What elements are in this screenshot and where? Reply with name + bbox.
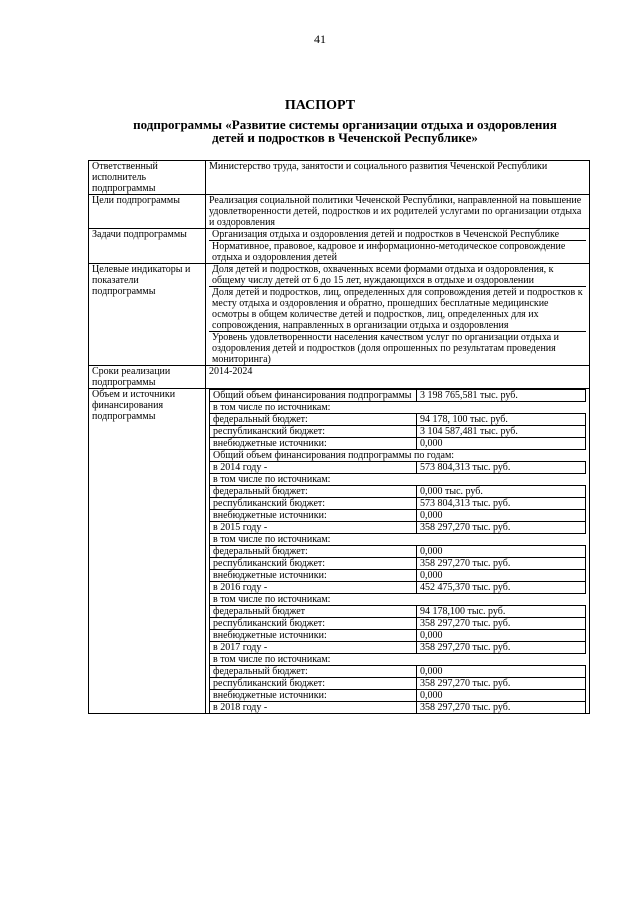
financing-line-label: республиканский бюджет: — [210, 498, 417, 510]
financing-line-label: внебюджетные источники: — [210, 630, 417, 642]
row-executor — [89, 161, 590, 195]
financing-line-label: республиканский бюджет: — [210, 426, 417, 438]
financing-line — [210, 618, 586, 630]
financing-line-amount: 0,000 — [417, 546, 586, 558]
row-goals — [89, 195, 590, 229]
financing-line — [210, 510, 586, 522]
row-label: Цели подпрограммы — [89, 195, 206, 229]
financing-line-label: в том числе по источникам: — [210, 654, 586, 666]
financing-line — [210, 630, 586, 642]
subtitle-line: подпрограммы «Развитие системы организации отдыха и оздоровления — [133, 117, 557, 132]
financing-line — [210, 702, 586, 714]
financing-line-amount: 358 297,270 тыс. руб. — [417, 678, 586, 690]
row-financing — [89, 389, 590, 714]
page-number: 41 — [314, 32, 326, 46]
financing-line-amount: 358 297,270 тыс. руб. — [417, 558, 586, 570]
financing-line — [210, 450, 586, 462]
financing-line-amount: 452 475,370 тыс. руб. — [417, 582, 586, 594]
financing-line-label: Общий объем финансирования подпрограммы по годам: — [210, 450, 586, 462]
indicator-item: Уровень удовлетворенности населения качеством услуг по организации отдыха и оздоровления детей и подростков (доля опрошенных по результатам проведения мониторинга) — [212, 332, 559, 365]
financing-line-label: в 2016 году - — [210, 582, 417, 594]
financing-line — [210, 654, 586, 666]
financing-line-label: в 2014 году - — [210, 462, 417, 474]
row-value: 2014-2024 — [206, 366, 590, 389]
financing-line-amount: 358 297,270 тыс. руб. — [417, 642, 586, 654]
financing-line-amount: 358 297,270 тыс. руб. — [417, 522, 586, 534]
document-subtitle — [60, 118, 630, 144]
financing-line-amount: 94 178,100 тыс. руб. — [417, 606, 586, 618]
financing-line — [210, 570, 586, 582]
task-item: Нормативное, правовое, кадровое и информационно-методическое сопровождение отдыха и оздоровления детей — [212, 241, 566, 263]
financing-line — [210, 474, 586, 486]
financing-line-amount: 3 198 765,581 тыс. руб. — [417, 390, 586, 402]
financing-line-label: внебюджетные источники: — [210, 510, 417, 522]
subtitle-line: детей и подростков в Чеченской Республике» — [212, 130, 478, 145]
financing-line-amount: 0,000 тыс. руб. — [417, 486, 586, 498]
financing-line-label: в 2015 году - — [210, 522, 417, 534]
row-indicators — [89, 264, 590, 366]
row-value — [206, 229, 590, 264]
row-label: Задачи подпрограммы — [89, 229, 206, 264]
financing-line-label: федеральный бюджет: — [210, 486, 417, 498]
row-value: Реализация социальной политики Чеченской Республики, направленной на повышение удовлетворенности детей, подростков и их родителей услугами по организации отдыха и оздоровления — [206, 195, 590, 229]
financing-line-label: федеральный бюджет: — [210, 666, 417, 678]
financing-line-amount: 0,000 — [417, 666, 586, 678]
indicator-item: Доля детей и подростков, лиц, определенных для сопровождения детей и подростков к месту отдыха и оздоровления и обратно, прошедших бесплатные медицинские осмотры в общем количестве детей и подростков, лиц, определенных для их сопровождения, направленных в организации отдыха и оздоровления — [209, 287, 586, 332]
financing-line-amount: 0,000 — [417, 510, 586, 522]
financing-line-label: в 2018 году - — [210, 702, 417, 714]
row-value: Министерство труда, занятости и социального развития Чеченской Республики — [206, 161, 590, 195]
financing-details — [206, 389, 590, 714]
financing-line — [210, 462, 586, 474]
task-item: Организация отдыха и оздоровления детей и подростков в Чеченской Республике — [209, 229, 586, 241]
financing-line-label: в 2017 году - — [210, 642, 417, 654]
financing-line — [210, 486, 586, 498]
passport-table — [88, 160, 590, 714]
financing-line-amount: 358 297,270 тыс. руб. — [417, 618, 586, 630]
row-label: Объем и источники финансирования подпрограммы — [89, 389, 206, 714]
row-value — [206, 264, 590, 366]
row-label: Целевые индикаторы и показатели подпрограммы — [89, 264, 206, 366]
financing-line-label: республиканский бюджет: — [210, 678, 417, 690]
financing-line-amount: 573 804,313 тыс. руб. — [417, 462, 586, 474]
financing-line-label: федеральный бюджет: — [210, 546, 417, 558]
financing-line-label: в том числе по источникам: — [210, 594, 586, 606]
financing-line-label: республиканский бюджет: — [210, 558, 417, 570]
financing-line-label: в том числе по источникам: — [210, 534, 586, 546]
financing-line — [210, 438, 586, 450]
row-terms — [89, 366, 590, 389]
row-label: Ответственный исполнитель подпрограммы — [89, 161, 206, 195]
row-label: Сроки реализации подпрограммы — [89, 366, 206, 389]
financing-line — [210, 534, 586, 546]
financing-line — [210, 558, 586, 570]
financing-line — [210, 402, 586, 414]
financing-line-label: внебюджетные источники: — [210, 438, 417, 450]
financing-line-label: внебюджетные источники: — [210, 690, 417, 702]
financing-line-label: в том числе по источникам: — [210, 402, 586, 414]
financing-line — [210, 414, 586, 426]
financing-line-label: федеральный бюджет — [210, 606, 417, 618]
financing-line — [210, 678, 586, 690]
financing-line-amount: 0,000 — [417, 630, 586, 642]
financing-line — [210, 582, 586, 594]
financing-line — [210, 522, 586, 534]
financing-line — [210, 606, 586, 618]
financing-line-amount: 0,000 — [417, 438, 586, 450]
financing-line-amount: 0,000 — [417, 690, 586, 702]
document-title: ПАСПОРТ — [284, 98, 356, 113]
financing-line-amount: 573 804,313 тыс. руб. — [417, 498, 586, 510]
financing-line — [210, 546, 586, 558]
financing-line — [210, 690, 586, 702]
financing-line — [210, 390, 586, 402]
financing-line — [210, 498, 586, 510]
financing-line-amount: 0,000 — [417, 570, 586, 582]
financing-line-label: в том числе по источникам: — [210, 474, 586, 486]
financing-line — [210, 642, 586, 654]
financing-line — [210, 594, 586, 606]
financing-table — [209, 389, 586, 713]
financing-line-label: Общий объем финансирования подпрограммы — [210, 390, 417, 402]
financing-line — [210, 426, 586, 438]
financing-line-amount: 3 104 587,481 тыс. руб. — [417, 426, 586, 438]
financing-line-label: федеральный бюджет: — [210, 414, 417, 426]
financing-line-amount: 94 178, 100 тыс. руб. — [417, 414, 586, 426]
financing-line-amount: 358 297,270 тыс. руб. — [417, 702, 586, 714]
financing-line — [210, 666, 586, 678]
financing-line-label: республиканский бюджет: — [210, 618, 417, 630]
row-tasks — [89, 229, 590, 264]
financing-line-label: внебюджетные источники: — [210, 570, 417, 582]
indicator-item: Доля детей и подростков, охваченных всеми формами отдыха и оздоровления, к общему числу детей от 6 до 15 лет, нуждающихся в отдыхе и оздоровлении — [209, 264, 586, 287]
